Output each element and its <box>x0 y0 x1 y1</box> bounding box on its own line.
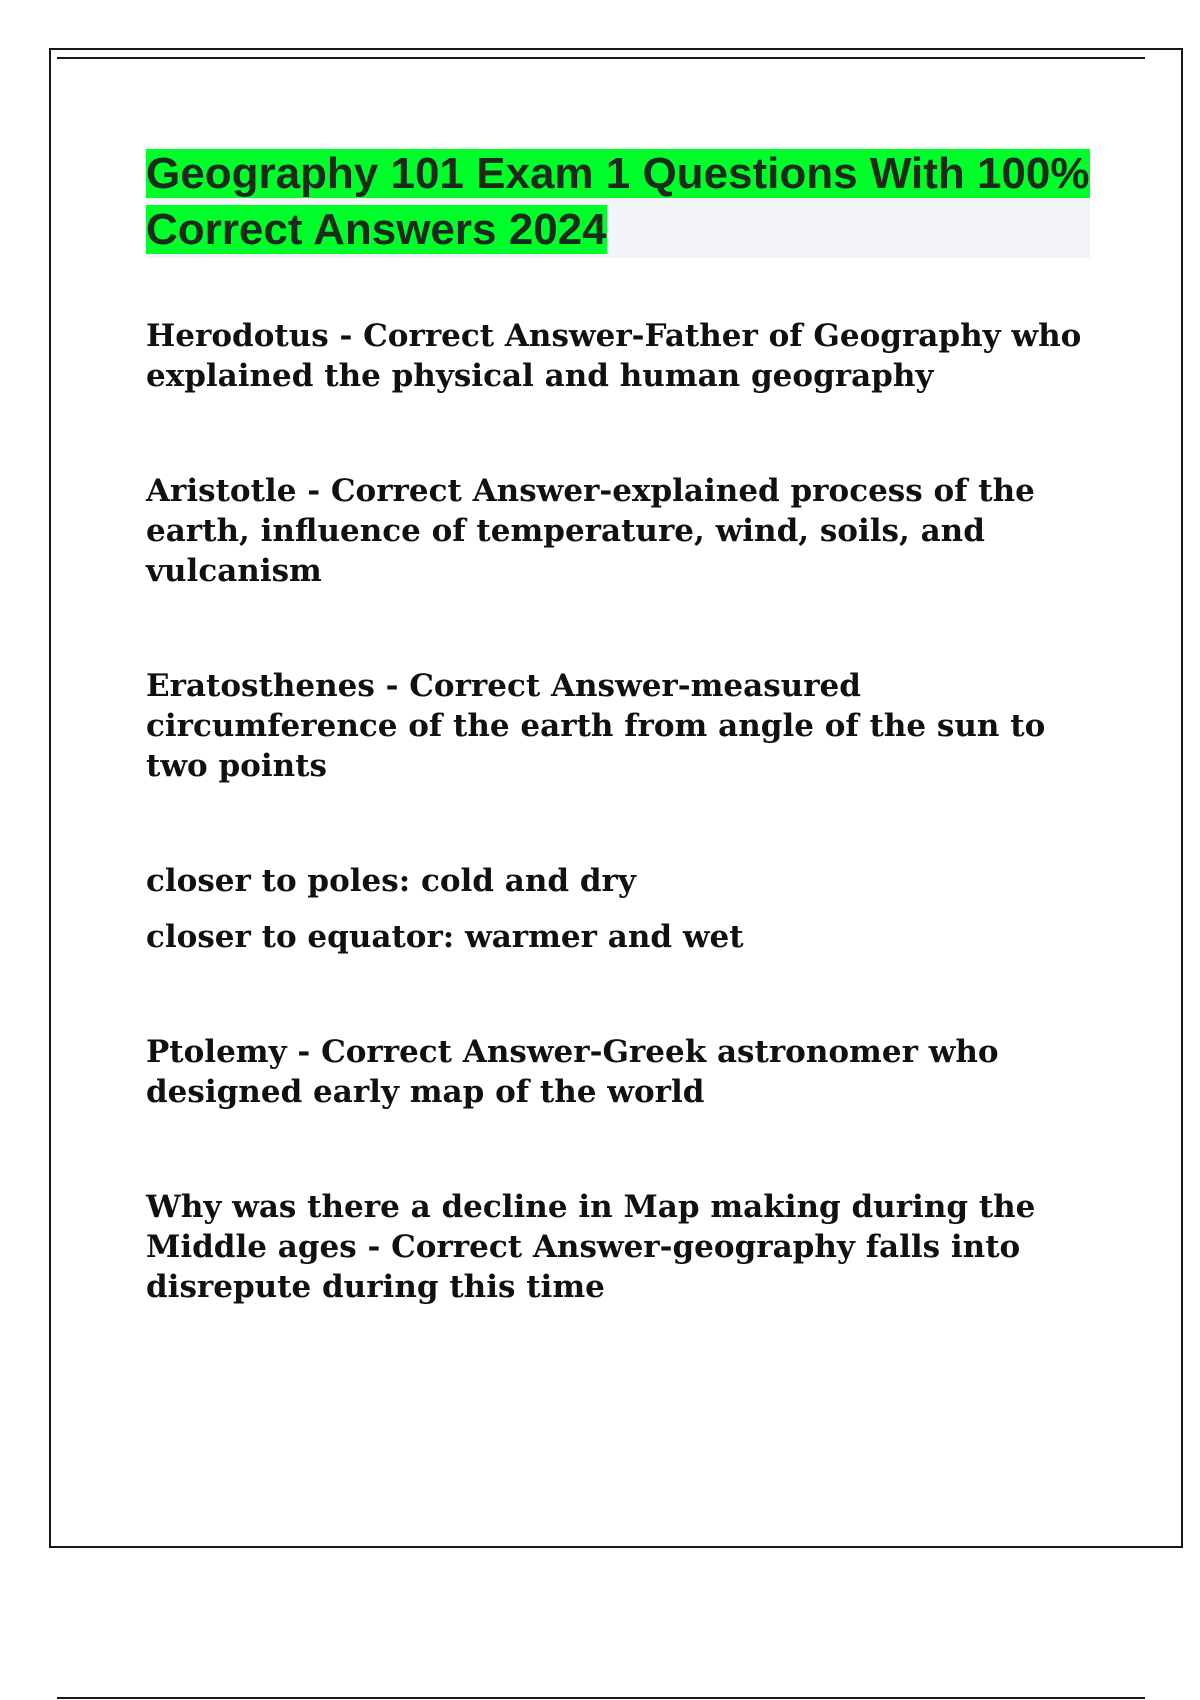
title-block <box>146 146 1090 258</box>
qa-entry-aristotle: Aristotle - Correct Answer-explained process of the earth, influence of temperature, wind, soils, and vulcanism <box>146 473 1035 589</box>
bottom-rule <box>57 1697 1145 1699</box>
document-content <box>146 146 1090 1307</box>
top-rule <box>57 57 1145 59</box>
title-highlight: Geography 101 Exam 1 Questions With 100% Correct Answers 2024 <box>146 149 1090 254</box>
qa-entry-eratosthenes: Eratosthenes - Correct Answer-measured circumference of the earth from angle of the sun to two points <box>146 668 1046 784</box>
note-poles: closer to poles: cold and dry <box>146 863 636 899</box>
qa-entry-ptolemy: Ptolemy - Correct Answer-Greek astronomer who designed early map of the world <box>146 1034 999 1110</box>
qa-entry-herodotus: Herodotus - Correct Answer-Father of Geography who explained the physical and human geography <box>146 318 1082 394</box>
page-title <box>146 146 1090 258</box>
note-equator: closer to equator: warmer and wet <box>146 919 744 955</box>
qa-entry-middle-ages: Why was there a decline in Map making during the Middle ages - Correct Answer-geography falls into disrepute during this time <box>146 1189 1036 1305</box>
